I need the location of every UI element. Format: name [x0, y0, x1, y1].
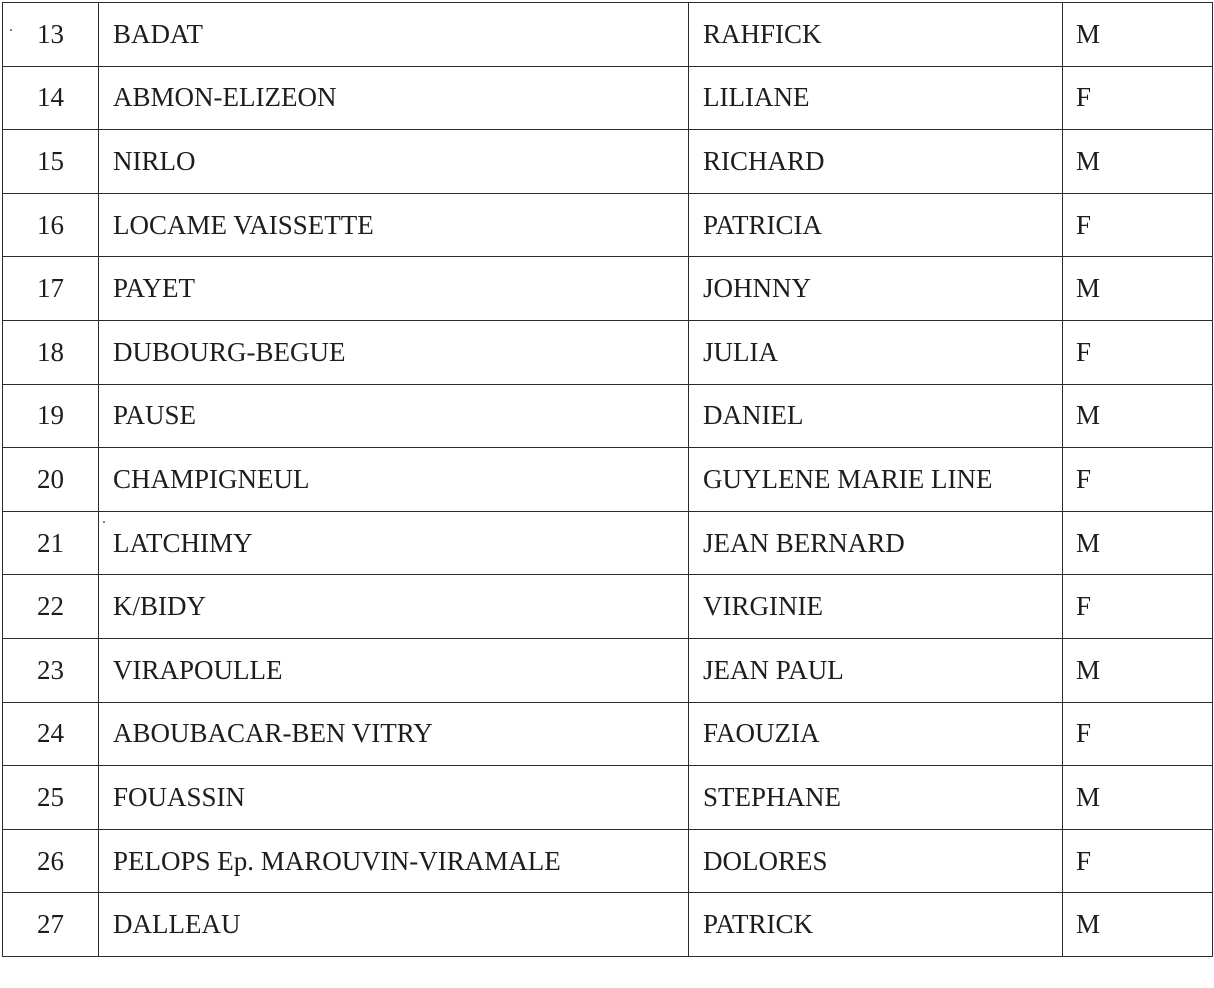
- sex-cell: M: [1063, 893, 1213, 957]
- first-name-cell: GUYLENE MARIE LINE: [689, 448, 1063, 512]
- first-name-cell: LILIANE: [689, 66, 1063, 130]
- last-name-cell: ABMON-ELIZEON: [99, 66, 689, 130]
- row-number-cell: 23: [3, 638, 99, 702]
- last-name-cell: BADAT: [99, 3, 689, 67]
- sex-cell: M: [1063, 766, 1213, 830]
- row-number-cell: 24: [3, 702, 99, 766]
- last-name-cell: PAUSE: [99, 384, 689, 448]
- sex-cell: M: [1063, 638, 1213, 702]
- sex-cell: M: [1063, 511, 1213, 575]
- last-name-cell: CHAMPIGNEUL: [99, 448, 689, 512]
- sex-cell: M: [1063, 130, 1213, 194]
- sex-cell: F: [1063, 448, 1213, 512]
- sex-cell: F: [1063, 320, 1213, 384]
- last-name-cell: DUBOURG-BEGUE: [99, 320, 689, 384]
- table-row: [3, 384, 1213, 448]
- row-number-cell: 13: [3, 3, 99, 67]
- table-row: [3, 320, 1213, 384]
- first-name-cell: JOHNNY: [689, 257, 1063, 321]
- first-name-cell: DOLORES: [689, 829, 1063, 893]
- row-number-cell: 26: [3, 829, 99, 893]
- first-name-cell: FAOUZIA: [689, 702, 1063, 766]
- table-row: [3, 66, 1213, 130]
- last-name-cell: K/BIDY: [99, 575, 689, 639]
- table-row: [3, 193, 1213, 257]
- table-row: [3, 575, 1213, 639]
- first-name-cell: JEAN BERNARD: [689, 511, 1063, 575]
- row-number-cell: 15: [3, 130, 99, 194]
- last-name-cell: PELOPS Ep. MAROUVIN-VIRAMALE: [99, 829, 689, 893]
- table-row: [3, 511, 1213, 575]
- table-row: [3, 3, 1213, 67]
- sex-cell: F: [1063, 702, 1213, 766]
- last-name-cell: LATCHIMY: [99, 511, 689, 575]
- table-row: [3, 702, 1213, 766]
- sex-cell: F: [1063, 193, 1213, 257]
- first-name-cell: PATRICK: [689, 893, 1063, 957]
- table-row: [3, 893, 1213, 957]
- sex-cell: M: [1063, 3, 1213, 67]
- table-row: [3, 448, 1213, 512]
- sex-cell: F: [1063, 829, 1213, 893]
- row-number-cell: 22: [3, 575, 99, 639]
- row-number-cell: 16: [3, 193, 99, 257]
- last-name-cell: NIRLO: [99, 130, 689, 194]
- table-row: [3, 829, 1213, 893]
- candidate-list-table: [2, 2, 1213, 957]
- first-name-cell: JULIA: [689, 320, 1063, 384]
- last-name-cell: ABOUBACAR-BEN VITRY: [99, 702, 689, 766]
- row-number-cell: 17: [3, 257, 99, 321]
- candidate-list-body: [3, 3, 1213, 957]
- first-name-cell: DANIEL: [689, 384, 1063, 448]
- first-name-cell: STEPHANE: [689, 766, 1063, 830]
- first-name-cell: VIRGINIE: [689, 575, 1063, 639]
- row-number-cell: 20: [3, 448, 99, 512]
- first-name-cell: RAHFICK: [689, 3, 1063, 67]
- last-name-cell: DALLEAU: [99, 893, 689, 957]
- first-name-cell: PATRICIA: [689, 193, 1063, 257]
- first-name-cell: RICHARD: [689, 130, 1063, 194]
- table-row: [3, 766, 1213, 830]
- row-number-cell: 27: [3, 893, 99, 957]
- row-number-cell: 18: [3, 320, 99, 384]
- row-number-cell: 25: [3, 766, 99, 830]
- table-row: [3, 257, 1213, 321]
- sex-cell: M: [1063, 257, 1213, 321]
- table-row: [3, 130, 1213, 194]
- row-number-cell: 21: [3, 511, 99, 575]
- last-name-cell: FOUASSIN: [99, 766, 689, 830]
- sex-cell: F: [1063, 575, 1213, 639]
- sex-cell: F: [1063, 66, 1213, 130]
- last-name-cell: VIRAPOULLE: [99, 638, 689, 702]
- sex-cell: M: [1063, 384, 1213, 448]
- row-number-cell: 14: [3, 66, 99, 130]
- first-name-cell: JEAN PAUL: [689, 638, 1063, 702]
- table-row: [3, 638, 1213, 702]
- last-name-cell: PAYET: [99, 257, 689, 321]
- row-number-cell: 19: [3, 384, 99, 448]
- last-name-cell: LOCAME VAISSETTE: [99, 193, 689, 257]
